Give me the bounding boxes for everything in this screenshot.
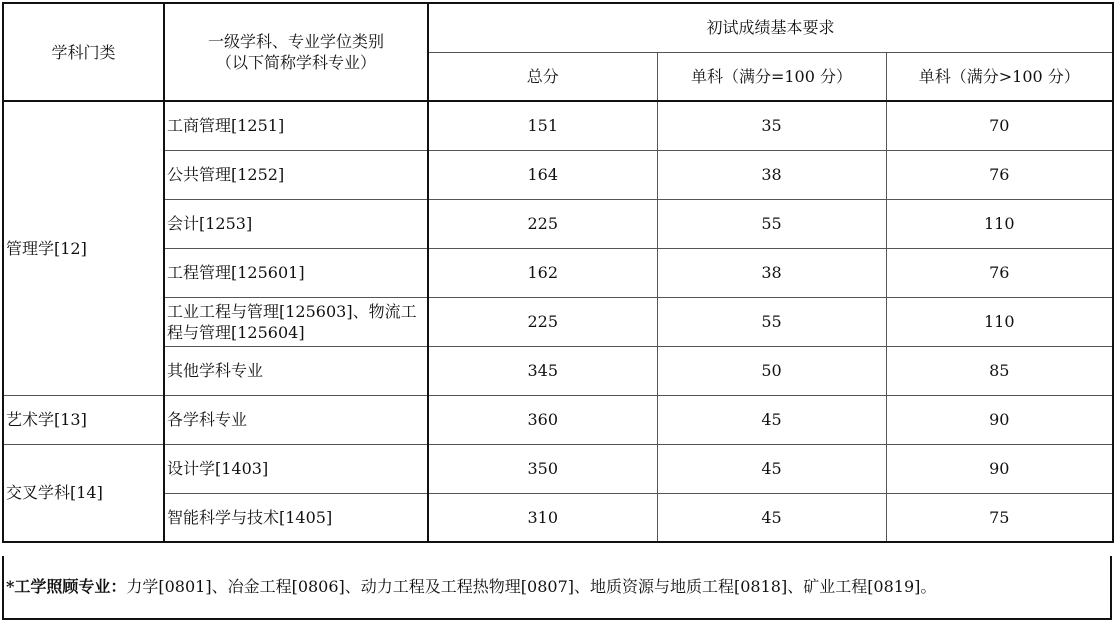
total-cell: 225 — [428, 297, 657, 346]
single100-cell: 45 — [657, 493, 886, 542]
single100-cell: 38 — [657, 248, 886, 297]
single100-cell: 35 — [657, 101, 886, 150]
single-over100-cell: 110 — [886, 199, 1113, 248]
subject-cell — [164, 297, 428, 346]
total-cell: 345 — [428, 346, 657, 395]
footnote-label: *工学照顾专业： — [6, 577, 127, 596]
single100-cell: 38 — [657, 150, 886, 199]
single-over100-cell: 75 — [886, 493, 1113, 542]
total-cell: 151 — [428, 101, 657, 150]
total-cell: 162 — [428, 248, 657, 297]
single100-cell: 45 — [657, 444, 886, 493]
total-cell: 225 — [428, 199, 657, 248]
single100-cell: 50 — [657, 346, 886, 395]
header-total: 总分 — [428, 52, 657, 101]
category-management: 管理学[12] — [3, 101, 164, 395]
subject-cell: 工商管理[1251] — [164, 101, 428, 150]
subject-cell: 智能科学与技术[1405] — [164, 493, 428, 542]
footnote-text: 力学[0801]、冶金工程[0806]、动力工程及工程热物理[0807]、地质资源与地质工程[0818]、矿业工程[0819]。 — [126, 577, 937, 596]
total-cell: 360 — [428, 395, 657, 444]
total-cell: 164 — [428, 150, 657, 199]
single100-cell: 55 — [657, 199, 886, 248]
score-table — [2, 2, 1114, 543]
single-over100-cell: 110 — [886, 297, 1113, 346]
subject-cell: 各学科专业 — [164, 395, 428, 444]
single-over100-cell: 70 — [886, 101, 1113, 150]
category-art: 艺术学[13] — [3, 395, 164, 444]
score-requirements-document — [2, 2, 1112, 620]
single-over100-cell: 90 — [886, 395, 1113, 444]
single-over100-cell: 76 — [886, 248, 1113, 297]
category-interdisciplinary: 交叉学科[14] — [3, 444, 164, 542]
subject-cell: 设计学[1403] — [164, 444, 428, 493]
single-over100-cell: 85 — [886, 346, 1113, 395]
subject-line2: 程与管理[125604] — [167, 322, 305, 342]
header-subject — [164, 3, 428, 101]
subject-cell: 会计[1253] — [164, 199, 428, 248]
header-single-over-100: 单科（满分>100 分） — [886, 52, 1113, 101]
total-cell: 310 — [428, 493, 657, 542]
single-over100-cell: 90 — [886, 444, 1113, 493]
single-over100-cell: 76 — [886, 150, 1113, 199]
subject-cell: 工程管理[125601] — [164, 248, 428, 297]
subject-cell: 公共管理[1252] — [164, 150, 428, 199]
subject-cell: 其他学科专业 — [164, 346, 428, 395]
header-score-group: 初试成绩基本要求 — [428, 3, 1113, 52]
header-subject-line2: （以下简称学科专业） — [215, 53, 376, 72]
header-single-100: 单科（满分=100 分） — [657, 52, 886, 101]
header-category: 学科门类 — [3, 3, 164, 101]
subject-line1: 工业工程与管理[125603]、物流工 — [167, 301, 417, 321]
total-cell: 350 — [428, 444, 657, 493]
header-subject-line1: 一级学科、专业学位类别 — [207, 32, 384, 51]
single100-cell: 55 — [657, 297, 886, 346]
single100-cell: 45 — [657, 395, 886, 444]
footnote — [2, 556, 1112, 620]
